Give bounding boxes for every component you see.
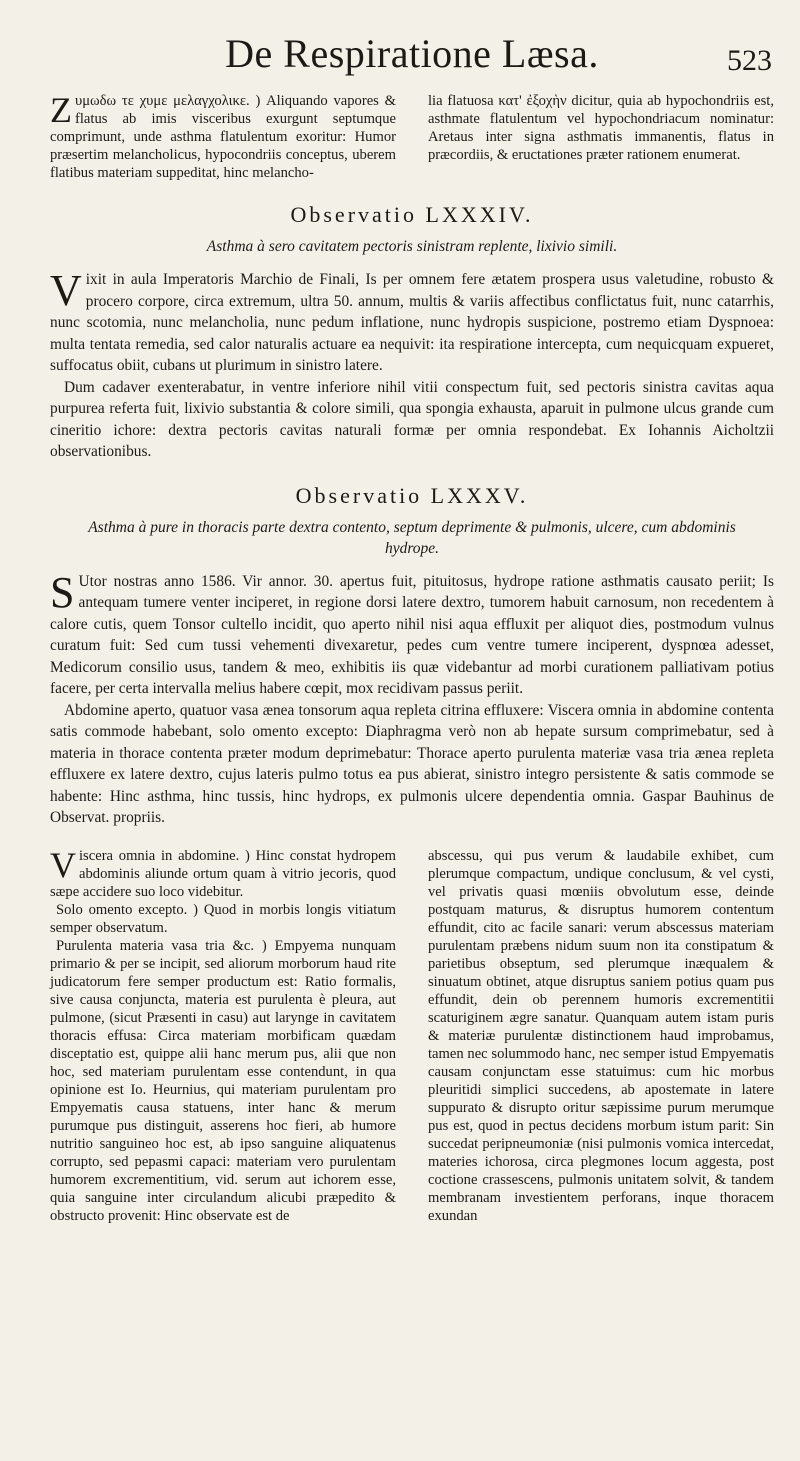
observation-84-text-1: ixit in aula Imperatoris Marchio de Finali, Is per omnem fere ætatem prospera usus valetudine, robusto & procero corpore, circa extremum, ultra 50. annum, multis & variis affectibus conflictatus fuit, nunc catarrhis, nunc scotomia, nunc melancholia, nunc pedum inflatione, nunc hydropis suspicione, postremo etiam Dyspnoea: multa tentata remedia, sed calor naturalis actuare ea nequivit: ita respiratione intercepta, cum nequicquam expueret, suffocatus obiit, cubans ut plurimum in sinistro latere. (50, 271, 774, 374)
running-title: De Respiratione Læsa. (225, 31, 599, 76)
observation-85-text-1: Utor nostras anno 1586. Vir annor. 30. apertus fuit, pituitosus, hydrope ratione asthmatis causato periit; Is antequam tumere venter inciperet, in regione dorsi latere dextro, tumorem habuit carnosum, non recedentem à calore cutis, quem Tonsor cultello incidit, quo aperto nihil nisi aqua effluxit per aliquot dies, postmodum vulnus curatum fuit: Sed cum tussi vehementi divexaretur, pedes cum ventre tumere inciperent, dyspnœa adesset, Medicorum consilio usus, tandem & meo, exhibitis iis quæ videbantur ad morbi curationem palliativam potius facere, per certa intervalla melius habere cœpit, mox recidivam passus periit. (50, 572, 774, 697)
observation-85-paragraph-1 (50, 567, 774, 700)
commentary-dropcap: V (50, 844, 76, 885)
commentary-left-paragraph-1 (50, 844, 396, 901)
commentary-columns (50, 844, 774, 1225)
intro-left-text: υμωδω τε χυμε μελαγχολικε. ) Aliquando vapores & flatus ab imis visceribus exurgunt septumque comprimunt, unde asthma flatulentum exoritur: Humor præsertim melancholicus, hypocondriis conceptus, uberem flatibus materiam suppeditat, hinc melancho- (50, 93, 396, 181)
page-number: 523 (727, 44, 772, 77)
observation-85-paragraph-2: Abdomine aperto, quatuor vasa ænea tonsorum aqua repleta citrina effluxere: Viscera omnia in abdomine contenta satis commode habebant, solo omento excepto: Diaphragma verò non ab hepate sursum comprimebatur, sed à materia in thorace contenta præter modum deprimebatur: Thorace aperto purulenta materiæ vasa tria ænea repleta effluxere ex latere dextro, cujus lateris pulmo totus ea pus abierat, sinistro integro persistente & satis commode se habente: Hinc asthma, hinc tussis, hinc hydrops, ex pulmonis ulcere dependentia omnia. Gaspar Bauhinus de Observat. propriis. (50, 701, 774, 826)
intro-left-column (50, 92, 396, 182)
commentary-left-paragraph-3: Purulenta materia vasa tria &c. ) Empyema nunquam primario & per se incipit, sed aliorum morborum haud rite judicatorum fere semper productum est: Ratio formalis, sive causa conjuncta, materia est purulenta è pleura, aut pulmone, (sicut Præsenti in casu) aut larynge in cavitatem thoracis effusa: Circa materiam morbificam quædam disceptatio est, quippe alii hanc merum pus, alii que non hoc, sed materiam purulentam esse contendunt, in qua opinione est Io. Heurnius, qui materiam purulentam pro Empyematis causa statuens, inter hanc & merum purumque pus distinguit, asserens hoc fieri, ab humore nutritio sanguineo hoc est, ab ipso sanguine aliquatenus corrupto, sed pepasmi capaci: materiam vero purulentam humorem excrementitium, vid. serum aut ichorem esse, quia sanguine inter circulandum alicubi præpedito & obstructo provenit: Hinc observate est de (50, 937, 396, 1224)
intro-right-column (428, 92, 774, 182)
observation-84-body (50, 266, 774, 463)
intro-dropcap: Z (50, 90, 72, 130)
observation-84-paragraph-2: Dum cadaver exenterabatur, in ventre inferiore nihil vitii conspectum fuit, sed pectoris sinistra cavitas aqua purpurea referta fuit, lixivio substantia & colore simili, qua spongia exhausta, aparuit in pulmone ulcus grande cum cineritio ichore: dextra pectoris cavitas naturali formæ per omnia respondebat. Ex Iohannis Aicholtzii observationibus. (50, 378, 774, 460)
observation-85-heading: Observatio LXXXV. (295, 482, 529, 508)
observation-84-dropcap: V (50, 266, 82, 315)
observation-85-body (50, 567, 774, 829)
running-head (50, 0, 774, 92)
observation-84-paragraph-1 (50, 266, 774, 377)
section-gap (50, 829, 774, 847)
observation-84-heading: Observatio LXXXIV. (290, 202, 534, 227)
observation-85-dropcap: S (50, 567, 75, 617)
commentary-left-paragraph-2: Solo omento excepto. ) Quod in morbis longis vitiatum semper observatum. (50, 901, 396, 936)
commentary-left-column (50, 844, 396, 1225)
observation-85-subtitle: Asthma à pure in thoracis parte dextra contento, septum deprimente & pulmonis, ulcere, cum abdominis hydrope. (88, 518, 736, 557)
commentary-right-column (428, 847, 774, 1225)
intro-left-paragraph (50, 92, 396, 182)
intro-columns (50, 92, 774, 182)
intro-right-text: lia flatuosa κατ' ἐξοχὴν dicitur, quia ab hypochondriis est, asthmate flatulentum vel hypochondriacum nominatur: Aretaus inter signa asthmatis immanentis, flatus in præcordiis, & eructationes præter rationem enumerat. (428, 93, 774, 163)
observation-84-subtitle: Asthma à sero cavitatem pectoris sinistram replente, lixivio simili. (206, 238, 618, 255)
commentary-left-text-1: iscera omnia in abdomine. ) Hinc constat hydropem abdominis aliunde ortum quam à vitrio jecoris, quod sæpe accidere suo loco videbitur. (50, 847, 396, 900)
commentary-right-text: abscessu, qui pus verum & laudabile exhibet, cum plerumque compactum, undique conclusum, & vel cysti, vel privatis quasi mœniis obvolutum esse, deinde postquam maturus, & disruptus humorem contentum effundit, cito ac facile sanari: verum abscessus materiam purulentam præbens nidum suum non ita constipatum & parietibus obseptum, sed plerumque inæqualem & sinuatum obtinet, atque disruptus saniem potius quam pus effundit, dein ob perennem humoris excrementitii scaturiginem ægre sanatur. Quanquam autem istam puris & materiæ purulentæ distinctionem haud improbamus, tamen nec solummodo hanc, nec semper istud Empyematis causam conjunctam esse statuimus: cum hic morbus pleuritidi simplici succedens, ab apostemate in latere suppurato & disrupto oritur sæpissime purum merumque pus est, quod in pectus decidens morbum istum parit: Sin succedat peripneumoniæ (nisi pulmonis vomica intercedat, materies ichorosa, circa plegmones locum aggesta, post coctione crassescens, pulmonis unitatem solvit, & tandem membranam investientem perforans, inque thoracem exundan (428, 847, 774, 1224)
